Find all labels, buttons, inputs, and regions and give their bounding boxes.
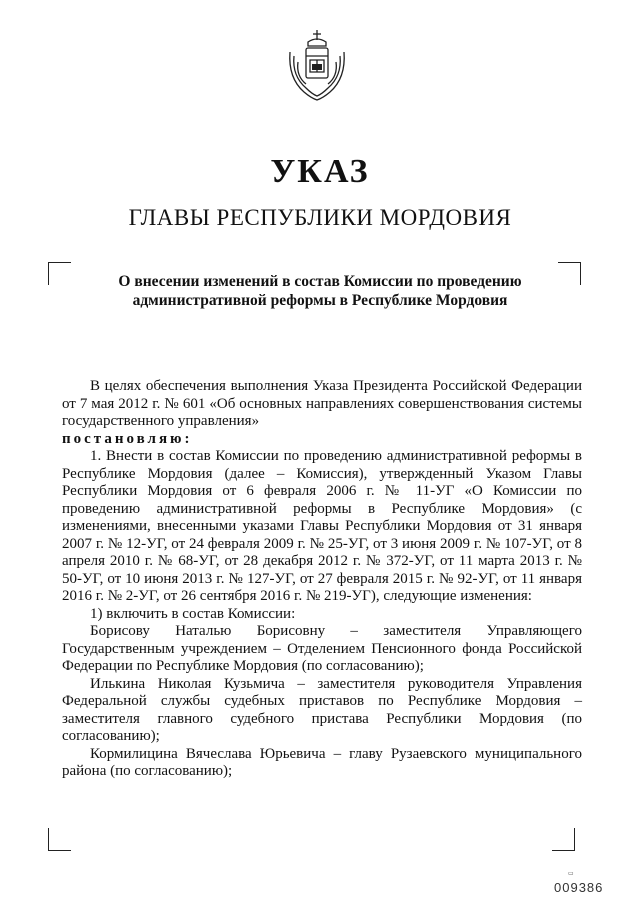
corner-mark-top-left [48, 262, 71, 285]
paragraph-3: Борисову Наталью Борисовну – заместителя Управляющего Государственным учреждением – Отделением Пенсионного фонда Российской Федерации по Республике Мордовия (по согласованию); [62, 623, 582, 674]
document-title: УКАЗ [270, 153, 370, 190]
heading-line-1: О внесении изменений в состав Комиссии по проведению [118, 273, 522, 290]
document-subtitle: ГЛАВЫ РЕСПУБЛИКИ МОРДОВИЯ [128, 205, 512, 230]
corner-mark-bottom-left [48, 828, 71, 851]
corner-mark-bottom-right [552, 828, 575, 851]
paragraph-2: 1) включить в состав Комиссии: [90, 605, 296, 622]
coat-of-arms-emblem [286, 26, 348, 102]
paragraph-1: 1. Внести в состав Комиссии по проведению административной реформы в Республике Мордовия (далее – Комиссия), утвержденный Указом Главы Республики Мордовия от 6 февраля 2006 г. № 11-УГ «О Комиссии по проведению административной реформы в Республике Мордовия» (с изменениями, внесенными указами Главы Республики Мордовия от 31 января 2007 г. № 12-УГ, от 24 февраля 2009 г. № 25-УГ, от 3 июня 2009 г. № 107-УГ, от 8 апреля 2010 г. № 68-УГ, от 28 декабря 2012 г. № 372-УГ, от 11 марта 2013 г. № 50-УГ, от 10 июня 2013 г. № 127-УГ, от 27 февраля 2015 г. № 92-УГ, от 11 января 2016 г. № 2-УГ, от 26 сентября 2016 г. № 219-УГ), следующие изменения: [62, 448, 582, 604]
paragraph-decree-word: постановляю: [62, 430, 193, 447]
paragraph-5: Кормилицина Вячеслава Юрьевича – главу Рузаевского муниципального района (по согласованию); [62, 745, 582, 779]
decree-heading [70, 272, 570, 310]
paragraph-intro: В целях обеспечения выполнения Указа Президента Российской Федерации от 7 мая 2012 г. № 601 «Об основных направлениях совершенствования системы государственного управления» [62, 378, 582, 429]
heading-line-2: административной реформы в Республике Мордовия [132, 292, 508, 309]
paragraph-4: Илькина Николая Кузьмича – заместителя руководителя Управления Федеральной службы судебных приставов по Республике Мордовия – заместителя главного судебного пристава Республики Мордовия (по согласованию); [62, 675, 582, 744]
document-serial-number: 009386 [554, 880, 604, 895]
decree-body [62, 378, 582, 781]
document-serial-mark-icon: ▭ [568, 871, 574, 877]
